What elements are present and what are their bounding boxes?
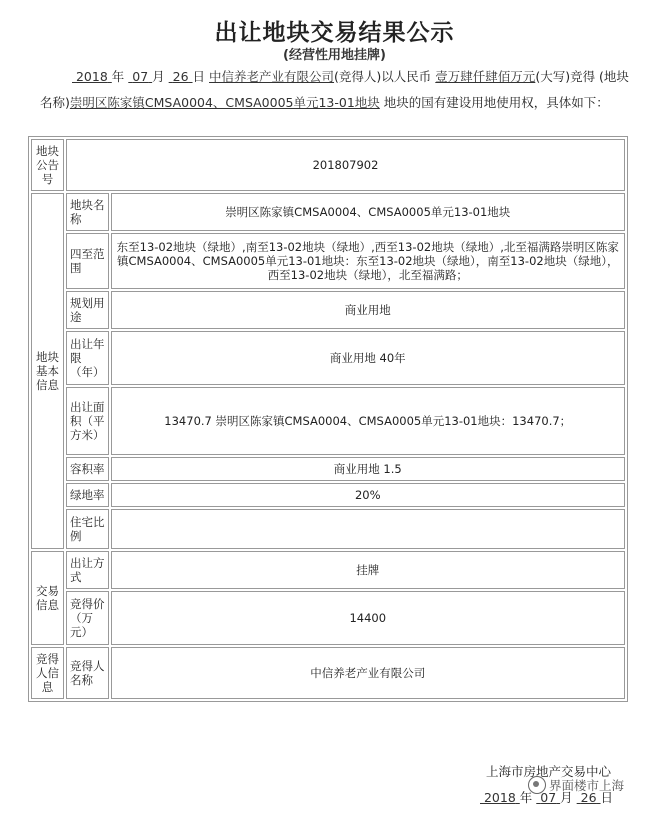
boundary-value: 东至13-02地块（绿地）,南至13-02地块（绿地）,西至13-02地块（绿地）,北至福满路崇明区陈家镇CMSA0004、CMSA0005单元13-01地块：东至13-02地块（绿地），南至13-02地块（绿地），西至13-02地块（绿地），北至福满路； (111, 233, 626, 289)
term-value: 商业用地 40年 (111, 331, 626, 385)
use-value: 商业用地 (111, 291, 626, 329)
intro-text-4: 地块的国有建设用地使用权，具体如下： (383, 95, 609, 110)
intro-year-unit: 年 (111, 69, 125, 84)
intro-line-1 (72, 68, 669, 86)
winner-name-label: 竞得人名称 (66, 647, 109, 699)
method-label: 出让方式 (66, 551, 109, 589)
far-label: 容积率 (66, 457, 109, 481)
table-row (31, 387, 625, 455)
page-subtitle: (经营性用地挂牌) (283, 48, 386, 63)
footer-org: 上海市房地产交易中心 (486, 764, 612, 779)
intro-day: 26 (172, 69, 189, 84)
table-row (31, 233, 625, 289)
term-label: 出让年限（年） (66, 331, 109, 385)
intro-year: 2018 (75, 69, 108, 84)
area-value: 13470.7 崇明区陈家镇CMSA0004、CMSA0005单元13-01地块：13470.7； (111, 387, 626, 455)
boundary-label: 四至范围 (66, 233, 109, 289)
result-table (28, 136, 628, 702)
winner-name-value: 中信养老产业有限公司 (111, 647, 626, 699)
intro-line-2 (40, 94, 640, 112)
table-row (31, 483, 625, 507)
intro-text-2: (大写)竞得 (地块 (535, 69, 629, 84)
footer-day: 26 (580, 790, 597, 805)
table-row (31, 193, 625, 231)
basic-info-label: 地块基本信息 (31, 193, 64, 549)
table-row (31, 457, 625, 481)
watermark-text: 界面楼市上海 (549, 778, 625, 793)
residential-label: 住宅比例 (66, 509, 109, 549)
table-row (31, 291, 625, 329)
footer-year: 2018 (483, 790, 516, 805)
table-row (31, 331, 625, 385)
table-row (31, 647, 625, 699)
residential-value (111, 509, 626, 549)
intro-amount: 壹万肆仟肆佰万元 (435, 69, 536, 84)
announcement-no-label: 地块公告号 (31, 139, 64, 191)
intro-text-3: 名称) (40, 95, 70, 110)
table-row (31, 509, 625, 549)
price-value: 14400 (111, 591, 626, 645)
use-label: 规划用途 (66, 291, 109, 329)
announcement-no-value: 201807902 (66, 139, 625, 191)
intro-day-unit: 日 (192, 69, 206, 84)
green-value: 20% (111, 483, 626, 507)
parcel-name-label: 地块名称 (66, 193, 109, 231)
footer-day-unit: 日 (600, 790, 614, 805)
winner-info-label: 竞得人信息 (31, 647, 64, 699)
price-label: 竞得价（万元） (66, 591, 109, 645)
far-value: 商业用地 1.5 (111, 457, 626, 481)
page-title: 出让地块交易结果公示 (214, 20, 455, 46)
footer-date (480, 788, 613, 806)
intro-text-1: (竞得人)以人民币 (334, 69, 432, 84)
trade-info-label: 交易信息 (31, 551, 64, 645)
table-row (31, 551, 625, 589)
footer-month: 07 (540, 790, 557, 805)
table-row (31, 591, 625, 645)
intro-winner: 中信养老产业有限公司 (209, 69, 335, 84)
intro-parcel-name: 崇明区陈家镇CMSA0004、CMSA0005单元13-01地块 (69, 95, 380, 110)
green-label: 绿地率 (66, 483, 109, 507)
method-value: 挂牌 (111, 551, 626, 589)
footer-year-unit: 年 (519, 790, 533, 805)
table-row (31, 139, 625, 191)
area-label: 出让面积（平方米） (66, 387, 109, 455)
intro-month-unit: 月 (152, 69, 165, 84)
intro-month: 07 (132, 69, 149, 84)
parcel-name-value: 崇明区陈家镇CMSA0004、CMSA0005单元13-01地块 (111, 193, 626, 231)
footer-month-unit: 月 (560, 790, 573, 805)
